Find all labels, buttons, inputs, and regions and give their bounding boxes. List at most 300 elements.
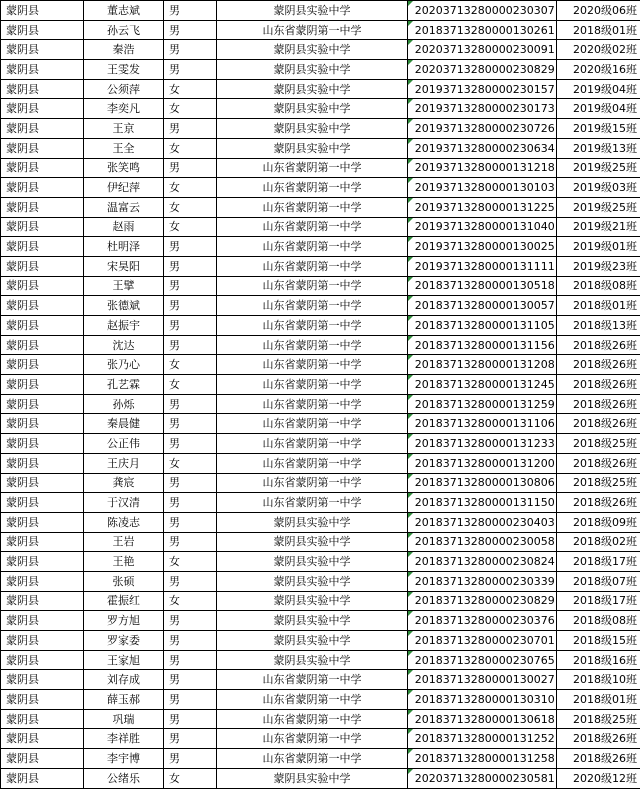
student-id-cell[interactable]: 20183713280000230765 [414,650,557,670]
county-cell[interactable]: 蒙阴县 [1,119,84,139]
name-cell[interactable]: 李宇博 [84,749,164,769]
name-cell[interactable]: 沈达 [84,335,164,355]
name-cell[interactable]: 王家旭 [84,650,164,670]
school-cell[interactable]: 蒙阴县实验中学 [217,571,408,591]
county-cell[interactable]: 蒙阴县 [1,591,84,611]
school-cell[interactable]: 山东省蒙阴第一中学 [217,178,408,198]
county-cell[interactable]: 蒙阴县 [1,414,84,434]
table-row [1,60,640,80]
county-cell[interactable]: 蒙阴县 [1,237,84,257]
error-indicator[interactable] [408,532,414,552]
school-cell[interactable]: 山东省蒙阴第一中学 [217,375,408,395]
class-cell[interactable]: 2018级16班 [557,650,640,670]
county-cell[interactable]: 蒙阴县 [1,670,84,690]
error-indicator[interactable] [408,591,414,611]
county-cell[interactable]: 蒙阴县 [1,60,84,80]
table-row [1,178,640,198]
error-indicator[interactable] [408,119,414,139]
name-cell[interactable]: 李祥胜 [84,729,164,749]
school-cell[interactable]: 蒙阴县实验中学 [217,119,408,139]
gender-cell[interactable]: 女 [164,768,217,788]
county-cell[interactable]: 蒙阴县 [1,473,84,493]
error-indicator[interactable] [408,709,414,729]
student-id-cell[interactable]: 20193713280000230726 [414,119,557,139]
table-row [1,512,640,532]
error-indicator[interactable] [408,394,414,414]
gender-cell[interactable]: 男 [164,158,217,178]
class-cell[interactable]: 2018级01班 [557,20,640,40]
name-cell[interactable]: 张硕 [84,571,164,591]
class-cell[interactable]: 2018级01班 [557,690,640,710]
name-cell[interactable]: 王擘 [84,276,164,296]
class-cell[interactable]: 2018级26班 [557,414,640,434]
name-cell[interactable]: 王岩 [84,532,164,552]
error-indicator[interactable] [408,690,414,710]
school-cell[interactable]: 山东省蒙阴第一中学 [217,434,408,454]
class-cell[interactable]: 2018级13班 [557,316,640,336]
error-indicator[interactable] [408,375,414,395]
school-cell[interactable]: 山东省蒙阴第一中学 [217,493,408,513]
class-cell[interactable]: 2020级16班 [557,60,640,80]
county-cell[interactable]: 蒙阴县 [1,355,84,375]
name-cell[interactable]: 王全 [84,138,164,158]
error-indicator[interactable] [408,355,414,375]
gender-cell[interactable]: 女 [164,138,217,158]
school-cell[interactable]: 蒙阴县实验中学 [217,512,408,532]
county-cell[interactable]: 蒙阴县 [1,768,84,788]
student-id-cell[interactable]: 20183713280000130310 [414,690,557,710]
student-id-cell[interactable]: 20183713280000130261 [414,20,557,40]
county-cell[interactable]: 蒙阴县 [1,709,84,729]
school-cell[interactable]: 山东省蒙阴第一中学 [217,217,408,237]
name-cell[interactable]: 赵振宇 [84,316,164,336]
class-cell[interactable]: 2018级25班 [557,434,640,454]
county-cell[interactable]: 蒙阴县 [1,79,84,99]
gender-cell[interactable]: 男 [164,670,217,690]
student-id-cell[interactable]: 20183713280000131233 [414,434,557,454]
student-id-cell[interactable]: 20193713280000131218 [414,158,557,178]
school-cell[interactable]: 山东省蒙阴第一中学 [217,237,408,257]
table-row [1,99,640,119]
student-id-cell[interactable]: 20183713280000131156 [414,335,557,355]
student-id-cell[interactable]: 20183713280000230403 [414,512,557,532]
school-cell[interactable]: 山东省蒙阴第一中学 [217,355,408,375]
name-cell[interactable]: 王京 [84,119,164,139]
class-cell[interactable]: 2018级01班 [557,296,640,316]
table-row [1,552,640,572]
class-cell[interactable]: 2019级15班 [557,119,640,139]
class-cell[interactable]: 2018级17班 [557,552,640,572]
name-cell[interactable]: 秦晨健 [84,414,164,434]
gender-cell[interactable]: 男 [164,690,217,710]
error-indicator[interactable] [408,670,414,690]
name-cell[interactable]: 孔艺霖 [84,375,164,395]
error-indicator[interactable] [408,20,414,40]
gender-cell[interactable]: 男 [164,119,217,139]
error-indicator[interactable] [408,768,414,788]
county-cell[interactable]: 蒙阴县 [1,453,84,473]
gender-cell[interactable]: 男 [164,335,217,355]
table-row [1,237,640,257]
name-cell[interactable]: 董志斌 [84,1,164,21]
county-cell[interactable]: 蒙阴县 [1,40,84,60]
error-indicator[interactable] [408,158,414,178]
name-cell[interactable]: 孙云飞 [84,20,164,40]
gender-cell[interactable]: 女 [164,375,217,395]
student-id-cell[interactable]: 20193713280000131040 [414,217,557,237]
county-cell[interactable]: 蒙阴县 [1,552,84,572]
name-cell[interactable]: 温富云 [84,197,164,217]
gender-cell[interactable]: 男 [164,60,217,80]
class-cell[interactable]: 2019级04班 [557,79,640,99]
student-id-cell[interactable]: 20183713280000131252 [414,729,557,749]
class-cell[interactable]: 2019级25班 [557,158,640,178]
class-cell[interactable]: 2018级26班 [557,749,640,769]
error-indicator[interactable] [408,434,414,454]
name-cell[interactable]: 王雯发 [84,60,164,80]
county-cell[interactable]: 蒙阴县 [1,217,84,237]
table-row [1,611,640,631]
name-cell[interactable]: 张乃心 [84,355,164,375]
name-cell[interactable]: 巩瑞 [84,709,164,729]
table-row [1,335,640,355]
school-cell[interactable]: 山东省蒙阴第一中学 [217,709,408,729]
name-cell[interactable]: 杜明泽 [84,237,164,257]
name-cell[interactable]: 于汉清 [84,493,164,513]
name-cell[interactable]: 公正伟 [84,434,164,454]
class-cell[interactable]: 2019级01班 [557,237,640,257]
class-cell[interactable]: 2019级03班 [557,178,640,198]
student-id-cell[interactable]: 20183713280000131200 [414,453,557,473]
error-indicator[interactable] [408,237,414,257]
student-id-cell[interactable]: 20183713280000230824 [414,552,557,572]
gender-cell[interactable]: 男 [164,611,217,631]
county-cell[interactable]: 蒙阴县 [1,256,84,276]
table-row [1,414,640,434]
student-id-cell[interactable]: 20203713280000230307 [414,1,557,21]
gender-cell[interactable]: 女 [164,178,217,198]
gender-cell[interactable]: 男 [164,316,217,336]
class-cell[interactable]: 2018级25班 [557,709,640,729]
class-cell[interactable]: 2019级04班 [557,99,640,119]
error-indicator[interactable] [408,453,414,473]
student-id-cell[interactable]: 20183713280000131245 [414,375,557,395]
school-cell[interactable]: 蒙阴县实验中学 [217,591,408,611]
student-id-cell[interactable]: 20183713280000130806 [414,473,557,493]
school-cell[interactable]: 蒙阴县实验中学 [217,79,408,99]
gender-cell[interactable]: 男 [164,729,217,749]
error-indicator[interactable] [408,512,414,532]
class-cell[interactable]: 2018级08班 [557,611,640,631]
class-cell[interactable]: 2018级15班 [557,631,640,651]
school-cell[interactable]: 蒙阴县实验中学 [217,768,408,788]
error-indicator[interactable] [408,650,414,670]
school-cell[interactable]: 蒙阴县实验中学 [217,138,408,158]
student-id-cell[interactable]: 20193713280000230157 [414,79,557,99]
gender-cell[interactable]: 女 [164,552,217,572]
county-cell[interactable]: 蒙阴县 [1,512,84,532]
county-cell[interactable]: 蒙阴县 [1,296,84,316]
gender-cell[interactable]: 男 [164,237,217,257]
error-indicator[interactable] [408,493,414,513]
class-cell[interactable]: 2019级23班 [557,256,640,276]
county-cell[interactable]: 蒙阴县 [1,434,84,454]
error-indicator[interactable] [408,631,414,651]
gender-cell[interactable]: 女 [164,79,217,99]
school-cell[interactable]: 山东省蒙阴第一中学 [217,20,408,40]
gender-cell[interactable]: 男 [164,434,217,454]
class-cell[interactable]: 2018级26班 [557,453,640,473]
gender-cell[interactable]: 男 [164,40,217,60]
county-cell[interactable]: 蒙阴县 [1,532,84,552]
name-cell[interactable]: 刘存成 [84,670,164,690]
name-cell[interactable]: 宋昊阳 [84,256,164,276]
gender-cell[interactable]: 男 [164,296,217,316]
class-cell[interactable]: 2020级12班 [557,768,640,788]
county-cell[interactable]: 蒙阴县 [1,611,84,631]
table-row [1,316,640,336]
student-id-cell[interactable]: 20193713280000130025 [414,237,557,257]
table-row [1,453,640,473]
class-cell[interactable]: 2018级26班 [557,375,640,395]
school-cell[interactable]: 蒙阴县实验中学 [217,1,408,21]
gender-cell[interactable]: 男 [164,414,217,434]
table-row [1,434,640,454]
student-id-cell[interactable]: 20193713280000131111 [414,256,557,276]
school-cell[interactable]: 山东省蒙阴第一中学 [217,473,408,493]
county-cell[interactable]: 蒙阴县 [1,690,84,710]
student-id-cell[interactable]: 20193713280000230634 [414,138,557,158]
class-cell[interactable]: 2020级02班 [557,40,640,60]
student-id-cell[interactable]: 20203713280000230829 [414,60,557,80]
name-cell[interactable]: 薛玉郝 [84,690,164,710]
table-row [1,158,640,178]
student-id-cell[interactable]: 20183713280000230376 [414,611,557,631]
gender-cell[interactable]: 男 [164,650,217,670]
class-cell[interactable]: 2018级10班 [557,670,640,690]
class-cell[interactable]: 2018级25班 [557,473,640,493]
error-indicator[interactable] [408,138,414,158]
name-cell[interactable]: 秦浩 [84,40,164,60]
student-id-cell[interactable]: 20183713280000230058 [414,532,557,552]
error-indicator[interactable] [408,276,414,296]
name-cell[interactable]: 罗方旭 [84,611,164,631]
gender-cell[interactable]: 男 [164,631,217,651]
class-cell[interactable]: 2019级21班 [557,217,640,237]
county-cell[interactable]: 蒙阴县 [1,749,84,769]
name-cell[interactable]: 霍振红 [84,591,164,611]
student-id-cell[interactable]: 20183713280000131105 [414,316,557,336]
table-row [1,119,640,139]
error-indicator[interactable] [408,79,414,99]
county-cell[interactable]: 蒙阴县 [1,650,84,670]
name-cell[interactable]: 伊纪萍 [84,178,164,198]
school-cell[interactable]: 蒙阴县实验中学 [217,552,408,572]
table-row [1,79,640,99]
gender-cell[interactable]: 男 [164,276,217,296]
student-id-cell[interactable]: 20183713280000130027 [414,670,557,690]
error-indicator[interactable] [408,729,414,749]
class-cell[interactable]: 2018级26班 [557,729,640,749]
table-row [1,40,640,60]
county-cell[interactable]: 蒙阴县 [1,394,84,414]
gender-cell[interactable]: 男 [164,749,217,769]
error-indicator[interactable] [408,197,414,217]
gender-cell[interactable]: 男 [164,256,217,276]
error-indicator[interactable] [408,414,414,434]
county-cell[interactable]: 蒙阴县 [1,335,84,355]
school-cell[interactable]: 山东省蒙阴第一中学 [217,729,408,749]
county-cell[interactable]: 蒙阴县 [1,571,84,591]
class-cell[interactable]: 2018级07班 [557,571,640,591]
gender-cell[interactable]: 女 [164,99,217,119]
county-cell[interactable]: 蒙阴县 [1,729,84,749]
county-cell[interactable]: 蒙阴县 [1,20,84,40]
error-indicator[interactable] [408,99,414,119]
error-indicator[interactable] [408,473,414,493]
school-cell[interactable]: 蒙阴县实验中学 [217,40,408,60]
student-id-cell[interactable]: 20193713280000230173 [414,99,557,119]
school-cell[interactable]: 山东省蒙阴第一中学 [217,453,408,473]
table-row [1,690,640,710]
school-cell[interactable]: 山东省蒙阴第一中学 [217,335,408,355]
error-indicator[interactable] [408,256,414,276]
error-indicator[interactable] [408,40,414,60]
school-cell[interactable]: 山东省蒙阴第一中学 [217,414,408,434]
name-cell[interactable]: 孙烁 [84,394,164,414]
name-cell[interactable]: 张笑鸣 [84,158,164,178]
name-cell[interactable]: 张德斌 [84,296,164,316]
county-cell[interactable]: 蒙阴县 [1,1,84,21]
student-id-cell[interactable]: 20183713280000230339 [414,571,557,591]
student-id-cell[interactable]: 20183713280000131106 [414,414,557,434]
class-cell[interactable]: 2018级17班 [557,591,640,611]
error-indicator[interactable] [408,335,414,355]
school-cell[interactable]: 蒙阴县实验中学 [217,60,408,80]
student-id-cell[interactable]: 20203713280000230091 [414,40,557,60]
school-cell[interactable]: 山东省蒙阴第一中学 [217,394,408,414]
class-cell[interactable]: 2018级26班 [557,335,640,355]
name-cell[interactable]: 公须萍 [84,79,164,99]
error-indicator[interactable] [408,611,414,631]
student-id-cell[interactable]: 20183713280000131259 [414,394,557,414]
county-cell[interactable]: 蒙阴县 [1,99,84,119]
class-cell[interactable]: 2018级26班 [557,394,640,414]
class-cell[interactable]: 2018级09班 [557,512,640,532]
gender-cell[interactable]: 男 [164,709,217,729]
school-cell[interactable]: 蒙阴县实验中学 [217,611,408,631]
error-indicator[interactable] [408,217,414,237]
county-cell[interactable]: 蒙阴县 [1,493,84,513]
gender-cell[interactable]: 男 [164,20,217,40]
name-cell[interactable]: 赵雨 [84,217,164,237]
school-cell[interactable]: 山东省蒙阴第一中学 [217,276,408,296]
student-id-cell[interactable]: 20183713280000131258 [414,749,557,769]
name-cell[interactable]: 陈凌志 [84,512,164,532]
student-id-cell[interactable]: 20183713280000131150 [414,493,557,513]
gender-cell[interactable]: 男 [164,1,217,21]
class-cell[interactable]: 2019级13班 [557,138,640,158]
county-cell[interactable]: 蒙阴县 [1,178,84,198]
school-cell[interactable]: 山东省蒙阴第一中学 [217,197,408,217]
student-id-cell[interactable]: 20183713280000230701 [414,631,557,651]
class-cell[interactable]: 2019级25班 [557,197,640,217]
error-indicator[interactable] [408,571,414,591]
class-cell[interactable]: 2018级26班 [557,493,640,513]
gender-cell[interactable]: 男 [164,512,217,532]
gender-cell[interactable]: 女 [164,453,217,473]
class-cell[interactable]: 2020级06班 [557,1,640,21]
student-id-cell[interactable]: 20193713280000130103 [414,178,557,198]
gender-cell[interactable]: 女 [164,591,217,611]
gender-cell[interactable]: 女 [164,355,217,375]
school-cell[interactable]: 山东省蒙阴第一中学 [217,316,408,336]
gender-cell[interactable]: 男 [164,571,217,591]
school-cell[interactable]: 山东省蒙阴第一中学 [217,158,408,178]
class-cell[interactable]: 2018级08班 [557,276,640,296]
error-indicator[interactable] [408,296,414,316]
school-cell[interactable]: 山东省蒙阴第一中学 [217,670,408,690]
county-cell[interactable]: 蒙阴县 [1,375,84,395]
county-cell[interactable]: 蒙阴县 [1,197,84,217]
name-cell[interactable]: 李奕凡 [84,99,164,119]
school-cell[interactable]: 蒙阴县实验中学 [217,532,408,552]
name-cell[interactable]: 公绪乐 [84,768,164,788]
roster-body [1,1,640,789]
student-id-cell[interactable]: 20183713280000230829 [414,591,557,611]
county-cell[interactable]: 蒙阴县 [1,631,84,651]
error-indicator[interactable] [408,60,414,80]
school-cell[interactable]: 蒙阴县实验中学 [217,99,408,119]
student-id-cell[interactable]: 20183713280000130057 [414,296,557,316]
table-row [1,276,640,296]
name-cell[interactable]: 罗家委 [84,631,164,651]
error-indicator[interactable] [408,178,414,198]
school-cell[interactable]: 蒙阴县实验中学 [217,631,408,651]
student-id-cell[interactable]: 20183713280000130618 [414,709,557,729]
school-cell[interactable]: 蒙阴县实验中学 [217,650,408,670]
student-id-cell[interactable]: 20183713280000130518 [414,276,557,296]
gender-cell[interactable]: 女 [164,217,217,237]
name-cell[interactable]: 王庆月 [84,453,164,473]
school-cell[interactable]: 山东省蒙阴第一中学 [217,749,408,769]
error-indicator[interactable] [408,316,414,336]
student-id-cell[interactable]: 20183713280000131208 [414,355,557,375]
class-cell[interactable]: 2018级26班 [557,355,640,375]
student-id-cell[interactable]: 20203713280000230581 [414,768,557,788]
school-cell[interactable]: 山东省蒙阴第一中学 [217,690,408,710]
student-id-cell[interactable]: 20193713280000131225 [414,197,557,217]
table-row [1,20,640,40]
county-cell[interactable]: 蒙阴县 [1,158,84,178]
error-indicator[interactable] [408,1,414,21]
county-cell[interactable]: 蒙阴县 [1,276,84,296]
school-cell[interactable]: 山东省蒙阴第一中学 [217,256,408,276]
gender-cell[interactable]: 男 [164,473,217,493]
county-cell[interactable]: 蒙阴县 [1,316,84,336]
county-cell[interactable]: 蒙阴县 [1,138,84,158]
error-indicator[interactable] [408,552,414,572]
gender-cell[interactable]: 男 [164,532,217,552]
class-cell[interactable]: 2018级02班 [557,532,640,552]
table-row [1,532,640,552]
gender-cell[interactable]: 男 [164,493,217,513]
school-cell[interactable]: 山东省蒙阴第一中学 [217,296,408,316]
gender-cell[interactable]: 女 [164,197,217,217]
gender-cell[interactable]: 男 [164,394,217,414]
name-cell[interactable]: 王艳 [84,552,164,572]
name-cell[interactable]: 龚宸 [84,473,164,493]
